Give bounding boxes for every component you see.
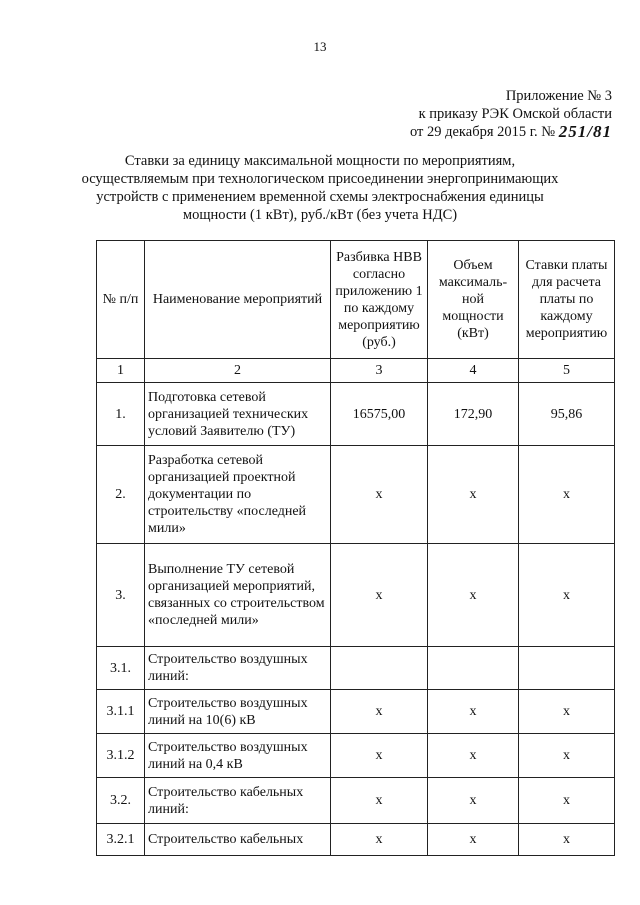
row-rate: x: [519, 824, 615, 856]
row-nvv: x: [331, 544, 428, 647]
header-power: Объем максималь-ной мощности (кВт): [428, 241, 519, 359]
row-rate: x: [519, 690, 615, 734]
row-power: x: [428, 778, 519, 824]
column-number: 1: [97, 359, 145, 383]
order-date-text: от 29 декабря 2015 г. №: [409, 124, 556, 140]
table-row: [97, 647, 615, 690]
column-number: 3: [331, 359, 428, 383]
table-row: [97, 690, 615, 734]
appendix-header: [410, 87, 612, 141]
page-number: 13: [313, 39, 327, 54]
table-row: [97, 824, 615, 856]
row-rate: 95,86: [519, 383, 615, 446]
row-number: 2.: [97, 446, 145, 544]
row-nvv: x: [331, 734, 428, 778]
row-number: 3.2.: [97, 778, 145, 824]
column-number: 4: [428, 359, 519, 383]
order-number: 251/81: [558, 122, 612, 141]
rates-table: [96, 240, 615, 856]
row-name: Разработка сетевой организацией проектной документации по строительству «последней мили»: [145, 446, 331, 544]
appendix-order-date: [410, 123, 612, 141]
table-header-row: [97, 241, 615, 359]
row-name: Выполнение ТУ сетевой организацией мероприятий, связанных со строительством «последней мили»: [145, 544, 331, 647]
table-row: [97, 734, 615, 778]
row-power: [428, 647, 519, 690]
row-nvv: x: [331, 824, 428, 856]
row-name: Подготовка сетевой организацией технических условий Заявителю (ТУ): [145, 383, 331, 446]
header-name: Наименование мероприятий: [145, 241, 331, 359]
row-name: Строительство кабельных: [145, 824, 331, 856]
column-number: 5: [519, 359, 615, 383]
table-row: [97, 383, 615, 446]
column-number-row: [97, 359, 615, 383]
row-power: x: [428, 734, 519, 778]
row-name: Строительство кабельных линий:: [145, 778, 331, 824]
row-number: 3.1.: [97, 647, 145, 690]
row-power: x: [428, 446, 519, 544]
row-rate: x: [519, 544, 615, 647]
row-nvv: x: [331, 778, 428, 824]
row-rate: [519, 647, 615, 690]
row-power: 172,90: [428, 383, 519, 446]
row-number: 1.: [97, 383, 145, 446]
header-number: № п/п: [97, 241, 145, 359]
header-rate: Ставки платы для расчета платы по каждому мероприятию: [519, 241, 615, 359]
row-power: x: [428, 690, 519, 734]
row-name: Строительство воздушных линий на 10(6) кВ: [145, 690, 331, 734]
row-name: Строительство воздушных линий:: [145, 647, 331, 690]
row-power: x: [428, 544, 519, 647]
row-power: x: [428, 824, 519, 856]
row-nvv: [331, 647, 428, 690]
row-number: 3.2.1: [97, 824, 145, 856]
row-rate: x: [519, 446, 615, 544]
row-name: Строительство воздушных линий на 0,4 кВ: [145, 734, 331, 778]
row-rate: x: [519, 734, 615, 778]
table-row: [97, 778, 615, 824]
row-nvv: x: [331, 446, 428, 544]
table-row: [97, 446, 615, 544]
row-number: 3.1.2: [97, 734, 145, 778]
row-number: 3.1.1: [97, 690, 145, 734]
header-nvv: Разбивка НВВ согласно приложению 1 по каждому мероприятию (руб.): [331, 241, 428, 359]
row-number: 3.: [97, 544, 145, 647]
table-row: [97, 544, 615, 647]
row-nvv: 16575,00: [331, 383, 428, 446]
row-rate: x: [519, 778, 615, 824]
column-number: 2: [145, 359, 331, 383]
appendix-order-reference: к приказу РЭК Омской области: [418, 106, 612, 122]
row-nvv: x: [331, 690, 428, 734]
document-title: Ставки за единицу максимальной мощности по мероприятиям, осуществляемым при технологическом присоединении энергопринимающих устройств с применением временной схемы электроснабжения единицы мощности (1 кВт), руб./кВт (без учета НДС): [81, 153, 559, 223]
appendix-title: Приложение № 3: [505, 88, 612, 104]
